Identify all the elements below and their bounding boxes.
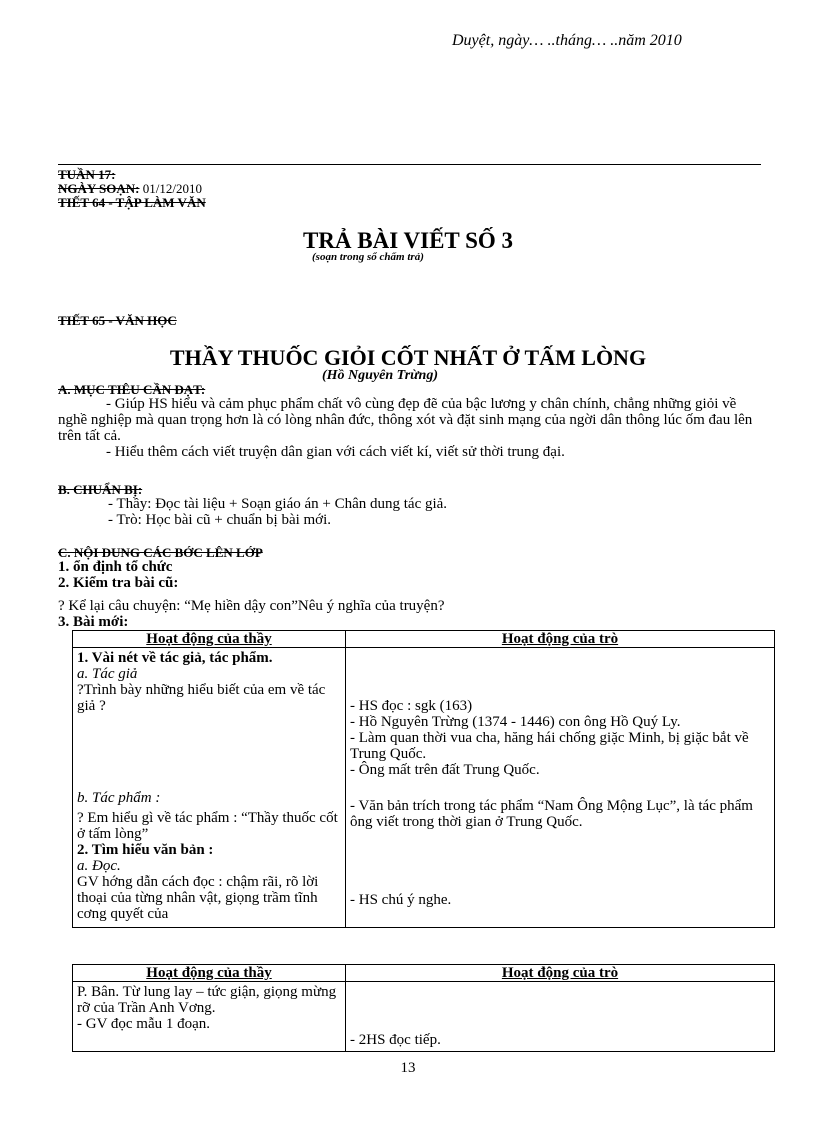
student-answer: - HS đọc : sgk (163) xyxy=(350,698,473,714)
section-a-heading: A. MỤC TIÊU CẦN ĐẠT: xyxy=(58,382,206,397)
heading-reading: a. Đọc. xyxy=(77,858,121,874)
col-teacher: Hoạt động của thầy xyxy=(73,631,346,648)
col-teacher: Hoạt động của thầy xyxy=(73,965,346,982)
section-b-heading: B. CHUẨN BỊ: xyxy=(58,482,143,497)
page-title-2: THẦY THUỐC GIỎI CỐT NHẤT Ở TẤM LÒNG xyxy=(169,345,647,370)
step-1: 1. ổn định tổ chức xyxy=(58,559,173,575)
step-2: 2. Kiểm tra bài cũ: xyxy=(58,575,179,591)
review-question: ? Kể lại câu chuyện: “Mẹ hiền dậy con”Nêu ý nghĩa của truyện? xyxy=(58,598,445,614)
header-rule xyxy=(58,164,761,165)
activity-table-1 xyxy=(72,630,775,928)
subtitle-1: (soạn trong sổ chấm trả) xyxy=(312,251,424,263)
student-activities xyxy=(346,648,775,928)
reading-note: P. Bân. Từ lung lay – tức giận, giọng mừng rỡ của Trần Anh Vơng. xyxy=(77,984,337,1016)
student-answer: - Hồ Nguyên Trừng (1374 - 1446) con ông Hồ Quý Ly. xyxy=(350,714,681,730)
objective-2: - Hiểu thêm cách viết truyện dân gian với cách viết kí, viết sử thời trung đại. xyxy=(106,444,565,460)
section-c-heading: C. NỘI DUNG CÁC BỚC LÊN LỚP xyxy=(58,545,263,560)
author-subtitle: (Hồ Nguyên Trừng) xyxy=(322,368,438,383)
question-work: ? Em hiểu gì về tác phẩm : “Thầy thuốc cốt ở tấm lòng” xyxy=(77,810,338,842)
col-student: Hoạt động của trò xyxy=(346,631,775,648)
heading-author: a. Tác giả xyxy=(77,666,138,682)
heading-text-study: 2. Tìm hiểu văn bản : xyxy=(77,842,214,858)
prep-item: - Trò: Học bài cũ + chuẩn bị bài mới. xyxy=(108,512,332,528)
student-answer: - Văn bản trích trong tác phẩm “Nam Ông Mộng Lục”, là tác phẩm ông viết trong thời gian ở Trung Quốc. xyxy=(350,798,753,830)
student-answer: - Ông mất trên đất Trung Quốc. xyxy=(350,762,540,778)
question-author: ?Trình bày những hiểu biết của em về tác giả ? xyxy=(77,682,326,714)
student-answer: - 2HS đọc tiếp. xyxy=(350,1032,441,1048)
student-answer: - HS chú ý nghe. xyxy=(350,892,452,908)
prep-date: NGÀY SOẠN: 01/12/2010 xyxy=(58,181,202,196)
approval-note: Duyệt, ngày… ..tháng… ..năm 2010 xyxy=(452,32,682,49)
heading-author-work: 1. Vài nét về tác giả, tác phẩm. xyxy=(77,650,273,666)
section-a-body xyxy=(58,396,758,460)
step-3: 3. Bài mới: xyxy=(58,614,129,630)
lesson-64: TIẾT 64 - TẬP LÀM VĂN xyxy=(58,195,206,210)
page-number: 13 xyxy=(400,1060,416,1076)
page-title-1: TRẢ BÀI VIẾT SỐ 3 xyxy=(302,228,514,253)
reading-guidance: GV hớng dẫn cách đọc : chậm rãi, rõ lời thoại của từng nhân vật, giọng trầm tĩnh cơng quyết của xyxy=(77,874,319,922)
heading-work: b. Tác phẩm : xyxy=(77,790,161,806)
teacher-activities xyxy=(73,648,346,928)
teacher-activities xyxy=(73,982,346,1052)
objective-1: - Giúp HS hiểu và cảm phục phẩm chất vô cùng đẹp đẽ của bậc lương y chân chính, chẳng những giỏi về nghề nghiệp mà quan trọng hơn là có lòng nhân đức, thông xót và đặt sinh mạng của ngời dân thông lúc ốm đau lên trên tất cả. xyxy=(58,396,753,444)
col-student: Hoạt động của trò xyxy=(346,965,775,982)
teacher-reads: - GV đọc mẫu 1 đoạn. xyxy=(77,1016,211,1032)
week-label: TUẦN 17: xyxy=(58,167,116,182)
student-answer: - Làm quan thời vua cha, hăng hái chống giặc Minh, bị giặc bắt về Trung Quốc. xyxy=(350,730,749,762)
prep-item: - Thầy: Đọc tài liệu + Soạn giáo án + Chân dung tác giả. xyxy=(108,496,448,512)
student-activities xyxy=(346,982,775,1052)
lesson-65: TIẾT 65 - VĂN HỌC xyxy=(58,313,177,328)
activity-table-2 xyxy=(72,964,775,1052)
